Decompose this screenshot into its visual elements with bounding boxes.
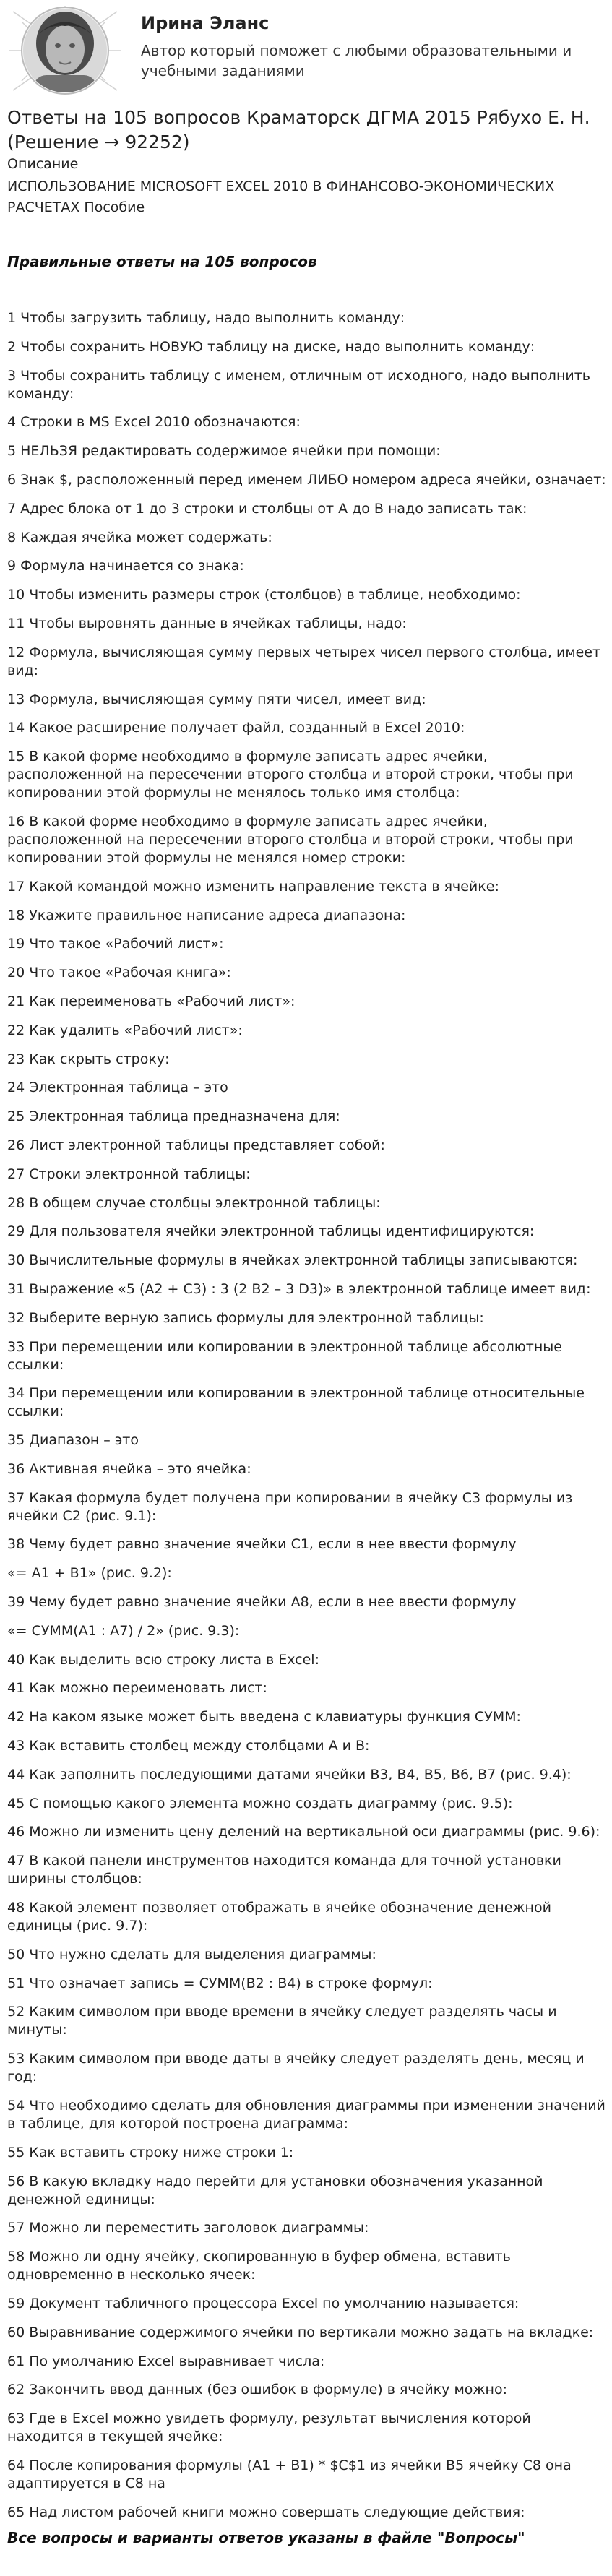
author-block: [7, 6, 607, 96]
question-item: 48 Какой элемент позволяет отображать в ячейке обозначение денежной единицы (рис. 9.7):: [7, 1900, 551, 1934]
question-item: «= СУММ(A1 : A7) / 2» (рис. 9.3):: [7, 1622, 240, 1639]
question-item: 51 Что означает запись = СУММ(B2 : B4) в строке формул:: [7, 1975, 433, 1991]
question-item: 42 На каком языке может быть введена с клавиатуры функция СУММ:: [7, 1709, 521, 1726]
question-item: 45 С помощью какого элемента можно создать диаграмму (рис. 9.5):: [7, 1795, 513, 1812]
question-item: 55 Как вставить строку ниже строки 1:: [7, 2144, 294, 2161]
question-item: 38 Чему будет равно значение ячейки С1, если в нее ввести формулу: [7, 1536, 517, 1553]
question-item: 54 Что необходимо сделать для обновления диаграммы при изменении значений в таблице, для которой построена диаграмма:: [7, 2098, 605, 2132]
question-item: 65 Над листом рабочей книги можно совершать следующие действия:: [7, 2504, 525, 2520]
question-item: 60 Выравнивание содержимого ячейки по вертикали можно задать на вкладке:: [7, 2324, 594, 2340]
question-item: 3 Чтобы сохранить таблицу с именем, отличным от исходного, надо выполнить команду:: [7, 367, 590, 402]
description-label: Описание: [7, 156, 79, 172]
question-item: 6 Знак $, расположенный перед именем ЛИБО номером адреса ячейки, означает:: [7, 471, 606, 488]
question-item: 18 Укажите правильное написание адреса диапазона:: [7, 907, 406, 923]
question-item: 28 В общем случае столбцы электронной таблицы:: [7, 1194, 381, 1211]
question-item: 39 Чему будет равно значение ячейки A8, если в нее ввести формулу: [7, 1594, 517, 1611]
question-item: 15 В какой форме необходимо в формуле записать адрес ячейки, расположенной на пересечении второго столбца и второй строки, чтобы при копировании этой формулы не менялось только имя столбца:: [7, 749, 574, 801]
question-item: 4 Строки в MS Excel 2010 обозначаются:: [7, 414, 301, 431]
question-item: 12 Формула, вычисляющая сумму первых четырех чисел первого столбца, имеет вид:: [7, 644, 601, 679]
question-item: 58 Можно ли одну ячейку, скопированную в буфер обмена, вставить одновременно в несколько ячеек:: [7, 2249, 511, 2283]
section-title: Правильные ответы на 105 вопросов: [7, 253, 317, 270]
question-item: 9 Формула начинается со знака:: [7, 558, 244, 574]
question-item: 2 Чтобы сохранить НОВУЮ таблицу на диске, надо выполнить команду:: [7, 338, 535, 355]
question-item: 23 Как скрыть строку:: [7, 1051, 170, 1067]
question-item: 64 После копирования формулы (A1 + B1) * $C$1 из ячейки B5 ячейку C8 она адаптируется в C8 на: [7, 2457, 572, 2491]
question-item: 33 При перемещении или копировании в электронной таблице абсолютные ссылки:: [7, 1338, 562, 1373]
question-item: 62 Закончить ввод данных (без ошибок в формуле) в ячейку можно:: [7, 2382, 507, 2398]
question-item: 31 Выражение «5 (A2 + C3) : 3 (2 B2 – 3 D3)» в электронной таблице имеет вид:: [7, 1280, 591, 1297]
question-item: 8 Каждая ячейка может содержать:: [7, 529, 272, 546]
question-item: 35 Диапазон – это: [7, 1432, 139, 1449]
author-description: Автор который поможет с любыми образовательными и учебными заданиями: [141, 42, 572, 79]
question-item: 10 Чтобы изменить размеры строк (столбцов) в таблице, необходимо:: [7, 587, 521, 603]
question-item: 47 В какой панели инструментов находится команда для точной установки ширины столбцов:: [7, 1853, 561, 1887]
question-item: 27 Строки электронной таблицы:: [7, 1166, 251, 1182]
question-item: 56 В какую вкладку надо перейти для установки обозначения указанной денежной единицы:: [7, 2173, 543, 2207]
question-item: 26 Лист электронной таблицы представляет собой:: [7, 1137, 385, 1153]
question-item: 57 Можно ли переместить заголовок диаграммы:: [7, 2220, 369, 2236]
questions-list: [7, 309, 607, 2533]
question-item: 13 Формула, вычисляющая сумму пяти чисел, имеет вид:: [7, 691, 426, 707]
question-item: 53 Каким символом при вводе даты в ячейку следует разделять день, месяц и год:: [7, 2051, 585, 2085]
question-item: 19 Что такое «Рабочий лист»:: [7, 936, 224, 952]
question-item: 14 Какое расширение получает файл, созданный в Excel 2010:: [7, 720, 465, 736]
question-item: 11 Чтобы выровнять данные в ячейках таблицы, надо:: [7, 615, 407, 632]
question-item: 7 Адрес блока от 1 до 3 строки и столбцы от А до В надо записать так:: [7, 500, 527, 517]
question-item: 44 Как заполнить последующими датами ячейки B3, B4, B5, B6, B7 (рис. 9.4):: [7, 1766, 572, 1783]
avatar-illustration: [7, 6, 123, 96]
question-item: 52 Каким символом при вводе времени в ячейку следует разделять часы и минуты:: [7, 2004, 557, 2038]
question-item: 22 Как удалить «Рабочий лист»:: [7, 1022, 243, 1038]
question-item: 30 Вычислительные формулы в ячейках электронной таблицы записываются:: [7, 1252, 578, 1269]
question-item: 34 При перемещении или копировании в электронной таблице относительные ссылки:: [7, 1385, 585, 1420]
question-item: 40 Как выделить всю строку листа в Excel:: [7, 1651, 319, 1668]
question-item: 37 Какая формула будет получена при копировании в ячейку С3 формулы из ячейки С2 (рис. 9.1):: [7, 1489, 573, 1524]
question-item: 63 Где в Excel можно увидеть формулу, результат вычисления которой находится в текущей ячейке:: [7, 2411, 531, 2445]
question-item: 20 Что такое «Рабочая книга»:: [7, 965, 231, 981]
question-item: 25 Электронная таблица предназначена для:: [7, 1108, 340, 1125]
question-item: 46 Можно ли изменить цену делений на вертикальной оси диаграммы (рис. 9.6):: [7, 1824, 600, 1840]
document-title: Ответы на 105 вопросов Краматорск ДГМА 2015 Рябухо Е. Н. (Решение → 92252): [7, 107, 590, 152]
question-item: 43 Как вставить столбец между столбцами А и В:: [7, 1738, 370, 1754]
author-name[interactable]: Ирина Эланс: [141, 13, 270, 33]
question-item: 24 Электронная таблица – это: [7, 1080, 228, 1096]
author-avatar[interactable]: [7, 6, 123, 96]
question-item: 17 Какой командой можно изменить направление текста в ячейке:: [7, 878, 499, 895]
question-item: 59 Документ табличного процессора Excel по умолчанию называется:: [7, 2296, 520, 2312]
question-item: 36 Активная ячейка – это ячейка:: [7, 1460, 251, 1477]
question-item: 50 Что нужно сделать для выделения диаграммы:: [7, 1946, 376, 1963]
question-item: 32 Выберите верную запись формулы для электронной таблицы:: [7, 1309, 484, 1326]
question-item: 29 Для пользователя ячейки электронной таблицы идентифицируются:: [7, 1223, 535, 1240]
question-item: «= А1 + B1» (рис. 9.2):: [7, 1565, 172, 1582]
question-item: 1 Чтобы загрузить таблицу, надо выполнить команду:: [7, 310, 405, 326]
description-text: ИСПОЛЬЗОВАНИЕ MICROSOFT EXCEL 2010 В ФИНАНСОВО-ЭКОНОМИЧЕСКИХ РАСЧЕТАХ Пособие: [7, 178, 555, 215]
question-item: 61 По умолчанию Excel выравнивает числа:: [7, 2353, 325, 2369]
question-item: 16 В какой форме необходимо в формуле записать адрес ячейки, расположенной на пересечении второго столбца и второй строки, чтобы при копировании этой формулы не менялся номер строки:: [7, 813, 574, 866]
question-item: 5 НЕЛЬЗЯ редактировать содержимое ячейки при помощи:: [7, 443, 441, 460]
footer-note: Все вопросы и варианты ответов указаны в файле "Вопросы": [7, 2529, 525, 2546]
question-item: 21 Как переименовать «Рабочий лист»:: [7, 993, 296, 1009]
question-item: 41 Как можно переименовать лист:: [7, 1680, 267, 1697]
